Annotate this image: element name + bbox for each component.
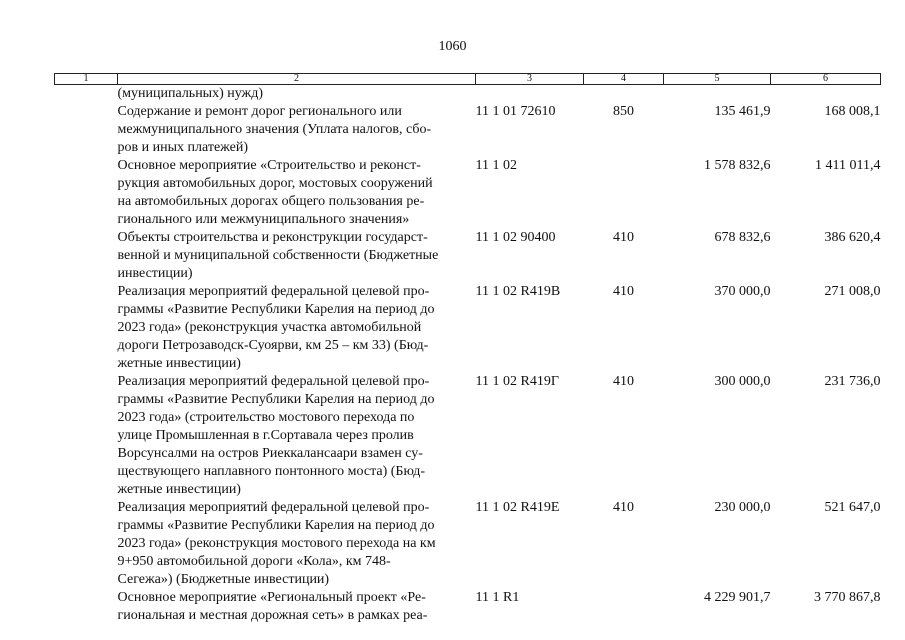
- cell-col1: [55, 283, 118, 373]
- name-line: 2023 года» (строительство мостового перехода по: [117, 410, 415, 425]
- name-line: ществующего наплавного понтонного моста) (Бюд-: [117, 464, 425, 479]
- cell-col1: [55, 589, 118, 625]
- name-line: граммы «Развитие Республики Карелия на период до: [117, 518, 435, 533]
- cell-code: 11 1 02 R419B: [475, 284, 561, 299]
- name-line: 2023 года» (реконструкция мостового перехода на км: [117, 536, 436, 551]
- cell-amount-col5: 135 461,9: [714, 104, 771, 119]
- name-line: граммы «Развитие Республики Карелия на период до: [117, 302, 435, 317]
- cell-amount-col5: 678 832,6: [714, 230, 771, 245]
- cell-amount-col6: 1 411 011,4: [815, 158, 881, 173]
- cell-code: 11 1 02: [475, 158, 517, 173]
- cell-name: [118, 499, 476, 589]
- table-row: [55, 283, 881, 373]
- name-line: рукция автомобильных дорог, мостовых сооружений: [117, 176, 433, 191]
- cell-name: [118, 229, 476, 283]
- cell-col1: [55, 229, 118, 283]
- cell-expense-type: [584, 589, 664, 625]
- column-header: 2: [118, 74, 476, 85]
- cell-code: 11 1 02 R419Г: [475, 374, 559, 389]
- table-row: [55, 499, 881, 589]
- cell-amount-col5: 4 229 901,7: [704, 590, 771, 605]
- cell-code: 11 1 R1: [475, 590, 520, 605]
- cell-expense-type: 850: [613, 104, 634, 119]
- name-line: Содержание и ремонт дорог регионального или: [117, 104, 402, 119]
- cell-name: [118, 85, 476, 104]
- column-header: 1: [55, 74, 118, 85]
- name-line: жетные инвестиции): [117, 356, 241, 371]
- cell-expense-type: [584, 85, 664, 104]
- name-line: жетные инвестиции): [117, 482, 241, 497]
- cell-code: 11 1 01 72610: [475, 104, 556, 119]
- cell-amount-col5: 230 000,0: [714, 500, 771, 515]
- table-row: [55, 373, 881, 499]
- name-line: гиональная и местная дорожная сеть» в рамках реа-: [117, 608, 428, 623]
- name-line: Реализация мероприятий федеральной целевой про-: [117, 374, 430, 389]
- name-line: (муниципальных) нужд): [117, 86, 264, 101]
- name-line: межмуниципального значения (Уплата налогов, сбо-: [117, 122, 432, 137]
- cell-code: 11 1 02 90400: [475, 230, 556, 245]
- budget-table: [54, 73, 881, 625]
- cell-amount-col6: 521 647,0: [824, 500, 881, 515]
- cell-amount-col5: [664, 85, 771, 104]
- cell-name: [118, 589, 476, 625]
- table-body: [55, 85, 881, 626]
- name-line: дороги Петрозаводск-Суоярви, км 25 – км 33) (Бюд-: [117, 338, 429, 353]
- cell-col1: [55, 85, 118, 104]
- name-line: Ворсунсалми на остров Риеккалансаари взамен су-: [117, 446, 423, 461]
- name-line: гионального или межмуниципального значения»: [117, 212, 410, 227]
- name-line: инвестиции): [117, 266, 193, 281]
- name-line: граммы «Развитие Республики Карелия на период до: [117, 392, 435, 407]
- cell-amount-col6: 386 620,4: [824, 230, 881, 245]
- table-row: [55, 103, 881, 157]
- cell-expense-type: 410: [613, 500, 634, 515]
- table-row: [55, 85, 881, 104]
- cell-expense-type: 410: [613, 230, 634, 245]
- cell-col1: [55, 373, 118, 499]
- page-number: 1060: [438, 39, 467, 54]
- cell-col1: [55, 499, 118, 589]
- table-header-row: [55, 74, 881, 85]
- cell-name: [118, 157, 476, 229]
- cell-expense-type: [584, 157, 664, 229]
- cell-amount-col5: 300 000,0: [714, 374, 771, 389]
- name-line: Реализация мероприятий федеральной целевой про-: [117, 284, 430, 299]
- cell-amount-col6: 168 008,1: [824, 104, 881, 119]
- name-line: Объекты строительства и реконструкции государст-: [117, 230, 428, 245]
- column-header: 3: [476, 74, 584, 85]
- cell-name: [118, 283, 476, 373]
- name-line: Основное мероприятие «Строительство и реконст-: [117, 158, 421, 173]
- table-row: [55, 229, 881, 283]
- cell-expense-type: 410: [613, 284, 634, 299]
- cell-amount-col6: [771, 85, 881, 104]
- cell-amount-col6: 3 770 867,8: [814, 590, 881, 605]
- name-line: Сегежа») (Бюджетные инвестиции): [117, 572, 330, 587]
- column-header: 5: [664, 74, 771, 85]
- column-header: 6: [771, 74, 881, 85]
- cell-name: [118, 103, 476, 157]
- cell-amount-col6: 271 008,0: [824, 284, 881, 299]
- cell-amount-col5: 370 000,0: [714, 284, 771, 299]
- name-line: венной и муниципальной собственности (Бюджетные: [117, 248, 439, 263]
- name-line: 2023 года» (реконструкция участка автомобильной: [117, 320, 422, 335]
- table-row: [55, 589, 881, 625]
- cell-expense-type: 410: [613, 374, 634, 389]
- cell-col1: [55, 157, 118, 229]
- cell-col1: [55, 103, 118, 157]
- name-line: ров и иных платежей): [117, 140, 249, 155]
- cell-amount-col5: 1 578 832,6: [704, 158, 771, 173]
- name-line: Основное мероприятие «Региональный проект «Ре-: [117, 590, 426, 605]
- column-header: 4: [584, 74, 664, 85]
- cell-code: 11 1 02 R419Е: [475, 500, 560, 515]
- name-line: на автомобильных дорогах общего пользования ре-: [117, 194, 425, 209]
- cell-code: [476, 85, 584, 104]
- table-row: [55, 157, 881, 229]
- name-line: Реализация мероприятий федеральной целевой про-: [117, 500, 430, 515]
- name-line: 9+950 автомобильной дороги «Кола», км 748-: [117, 554, 391, 569]
- cell-name: [118, 373, 476, 499]
- cell-amount-col6: 231 736,0: [824, 374, 881, 389]
- name-line: улице Промышленная в г.Сортавала через пролив: [117, 428, 414, 443]
